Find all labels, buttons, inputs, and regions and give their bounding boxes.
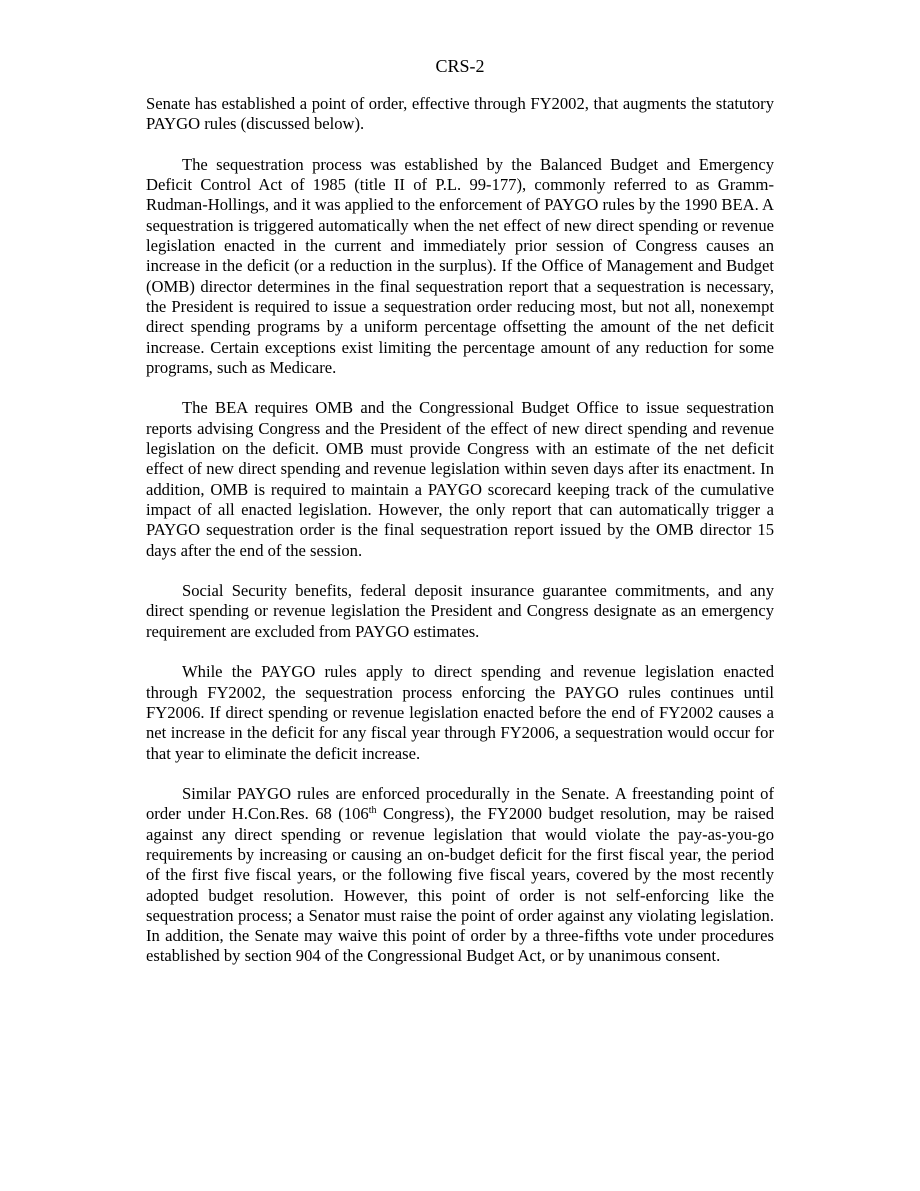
document-body — [146, 94, 774, 987]
ordinal-superscript: th — [368, 805, 377, 817]
page-number: CRS-2 — [435, 56, 485, 76]
paragraph-continuation: Senate has established a point of order, effective through FY2002, that augments the statutory PAYGO rules (discussed below). — [146, 94, 774, 134]
senate-paygo-text-part2: Congress), the FY2000 budget resolution, may be raised against any direct spending or revenue legislation that would violate the pay-as-you-go requirements by increasing or causing an on-budget deficit for the first fiscal year, the period of the first five fiscal years, or the following five fiscal years, covered by the most recently adopted budget resolution. However, this point of order is not self-enforcing like the sequestration process; a Senator must raise the point of order against any violating legislation. In addition, the Senate may waive this point of order by a three-fifths vote under procedures established by section 904 of the Congressional Budget Act, or by unanimous consent. — [146, 804, 774, 966]
paragraph-paygo-duration: While the PAYGO rules apply to direct spending and revenue legislation enacted through FY2002, the sequestration process enforcing the PAYGO rules continues until FY2006. If direct spending or revenue legislation enacted before the end of FY2002 causes a net increase in the deficit for any fiscal year through FY2006, a sequestration would occur for that year to eliminate the deficit increase. — [146, 662, 774, 763]
paragraph-sequestration-reports: The BEA requires OMB and the Congressional Budget Office to issue sequestration reports advising Congress and the President of the effect of new direct spending and revenue legislation on the deficit. OMB must provide Congress with an estimate of the net deficit effect of new direct spending and revenue legislation within seven days after its enactment. In addition, OMB is required to maintain a PAYGO scorecard keeping track of the cumulative impact of all enacted legislation. However, the only report that can automatically trigger a PAYGO sequestration order is the final sequestration report issued by the OMB director 15 days after the end of the session. — [146, 398, 774, 560]
paragraph-sequestration-process: The sequestration process was established by the Balanced Budget and Emergency Deficit Control Act of 1985 (title II of P.L. 99-177), commonly referred to as Gramm-Rudman-Hollings, and it was applied to the enforcement of PAYGO rules by the 1990 BEA. A sequestration is triggered automatically when the net effect of new direct spending or revenue legislation enacted in the current and immediately prior session of Congress causes an increase in the deficit (or a reduction in the surplus). If the Office of Management and Budget (OMB) director determines in the final sequestration report that a sequestration is necessary, the President is required to issue a sequestration order reducing most, but not all, nonexempt direct spending programs by a uniform percentage offsetting the amount of the net deficit increase. Certain exceptions exist limiting the percentage amount of any reduction for some programs, such as Medicare. — [146, 154, 774, 377]
paragraph-senate-paygo-rules — [146, 784, 774, 967]
paragraph-paygo-exclusions: Social Security benefits, federal deposit insurance guarantee commitments, and any direct spending or revenue legislation the President and Congress designate as an emergency requirement are excluded from PAYGO estimates. — [146, 581, 774, 641]
senate-paygo-text-part1: Similar PAYGO rules are enforced procedurally in the Senate. A freestanding point of order under H.Con.Res. 68 (106 — [146, 784, 774, 824]
